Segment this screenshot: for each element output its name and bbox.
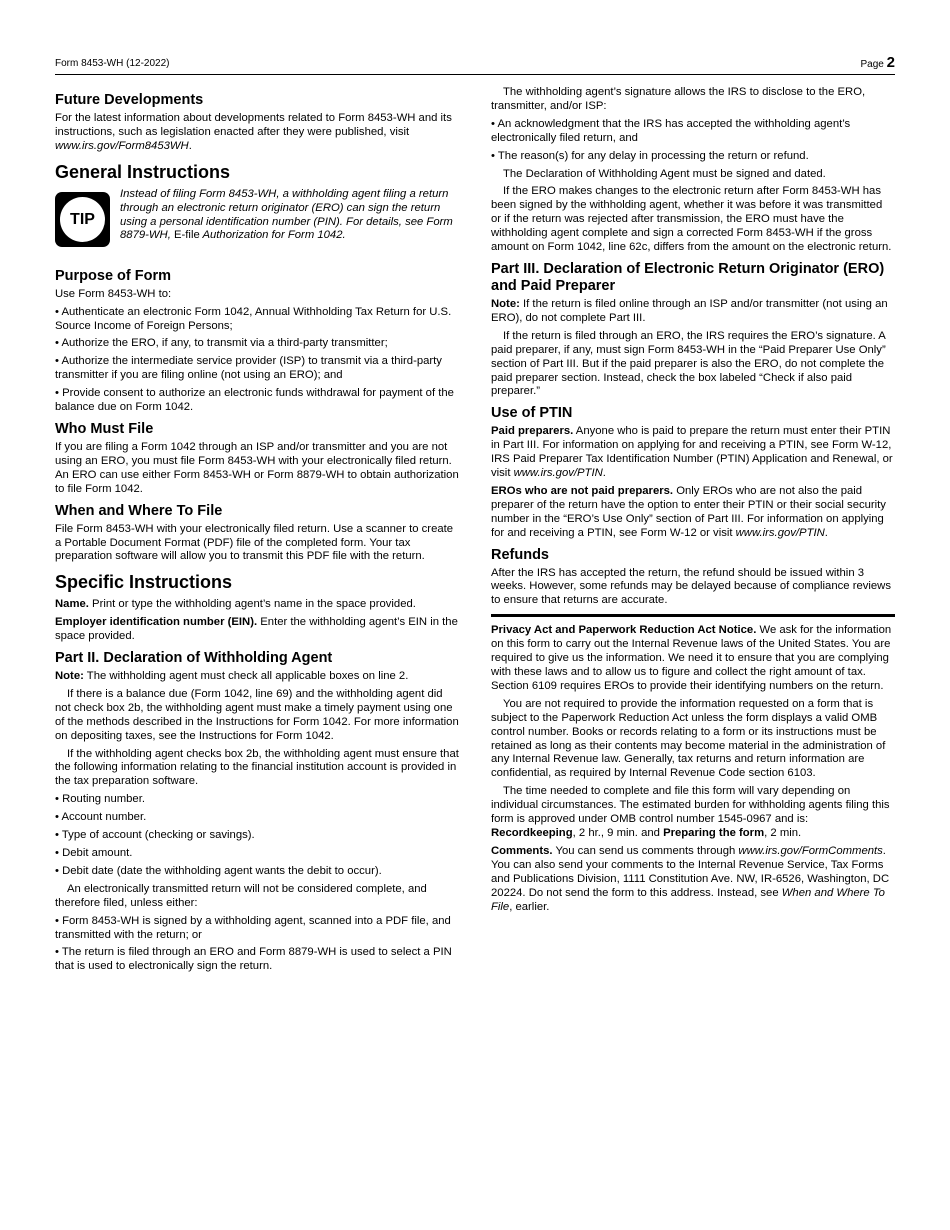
part2-note <box>55 670 459 684</box>
future-text: For the latest information about developments related to Form 8453-WH and its instructions, such as legislation enacted after they were published, visit <box>55 112 452 138</box>
tip-box <box>55 188 459 262</box>
left-column <box>55 86 459 978</box>
part3-paragraph: If the return is filed through an ERO, the IRS requires the ERO’s signature. A paid preparer, if any, must sign Form 8453-WH in the “Paid Preparer Use Only” section of Part III. But if the paid preparer is also the ERO, do not complete the paid preparer section. Instead, check the box labeled “Check if also paid preparer.” <box>491 329 886 398</box>
list-item: • Debit date (date the withholding agent wants the debit to occur). <box>55 864 382 877</box>
paid-end: . <box>602 467 606 480</box>
list-item: • Authorize the intermediate service provider (ISP) to transmit via a third-party transmitter if you are filing online (not using an ERO); and <box>55 355 442 382</box>
list-item: • Authenticate an electronic Form 1042, Annual Withholding Tax Return for U.S. Source Income of Foreign Persons; <box>55 305 452 332</box>
tip-text-efile: E-file <box>174 229 200 242</box>
part3-note <box>491 298 895 326</box>
comments-label: Comments. <box>491 844 553 857</box>
part2-heading: Part II. Declaration of Withholding Agent <box>55 650 333 667</box>
note-label: Note: <box>55 670 84 683</box>
part2-paragraph-2: If the withholding agent checks box 2b, the withholding agent must ensure that the following information relating to the financial institution account is provided in the tax preparation software. <box>55 747 459 788</box>
when-where-text: File Form 8453-WH with your electronically filed return. Use a scanner to create a Portable Document Format (PDF) file of the completed form. Your tax preparation software will allow you to transmit this PDF file with the return. <box>55 522 454 563</box>
ptin-link[interactable]: www.irs.gov/PTIN <box>513 467 603 480</box>
part2-paragraph-3: An electronically transmitted return will not be considered complete, and therefore filed, unless either: <box>55 882 427 909</box>
ptin-heading: Use of PTIN <box>491 405 573 422</box>
future-developments-text <box>55 112 459 154</box>
purpose-heading: Purpose of Form <box>55 267 172 284</box>
specific-instructions-heading: Specific Instructions <box>55 572 233 593</box>
who-must-file-heading: Who Must File <box>55 420 154 437</box>
comments-text-1: You can send us comments through <box>552 844 739 857</box>
burden-text-1: The time needed to complete and file this form will vary depending on individual circumstances. The estimated burden for withholding agents filing this form is approved under OMB control number 1545-0967 and is: <box>491 785 890 826</box>
name-text: Print or type the withholding agent’s name in the space provided. <box>88 598 416 611</box>
ein-label: Employer identification number (EIN). <box>55 616 258 629</box>
eros-paragraph <box>491 485 895 541</box>
list-item: • Form 8453-WH is signed by a withholding agent, scanned into a PDF file, and transmitted with the return; or <box>55 914 451 941</box>
list-item: • The reason(s) for any delay in processing the return or refund. <box>491 149 809 162</box>
form8453wh-link[interactable]: www.irs.gov/Form8453WH <box>55 139 189 152</box>
form-comments-link[interactable]: www.irs.gov/FormComments <box>738 844 883 857</box>
list-item: • The return is filed through an ERO and Form 8879-WH is used to select a PIN that is used to electronically sign the return. <box>55 946 452 973</box>
paid-preparers-paragraph <box>491 425 895 481</box>
ein-text: Enter the withholding agent’s EIN in the space provided. <box>55 616 458 643</box>
ptin-link[interactable]: www.irs.gov/PTIN <box>735 526 825 539</box>
privacy-text: We ask for the information on this form to carry out the Internal Revenue laws of the United States. You are required to give us the information. We need it to ensure that you are complying with these laws and to allow us to figure and collect the right amount of tax. Section 6109 requires EROs to provide their identifying numbers on the return. <box>491 624 892 692</box>
page-number-value: 2 <box>886 54 895 71</box>
privacy-act-paragraph <box>491 624 895 694</box>
when-where-reference: When and Where To File <box>491 886 885 913</box>
list-item: • Provide consent to authorize an electronic funds withdrawal for payment of the balance due on Form 1042. <box>55 387 454 414</box>
when-where-heading: When and Where To File <box>55 502 223 519</box>
ein-paragraph <box>55 616 459 644</box>
comments-text-3: , earlier. <box>509 900 550 913</box>
privacy-paragraph-2: You are not required to provide the information requested on a form that is subject to the Paperwork Reduction Act unless the form displays a valid OMB control number. Books or records relating to a form or its instructions must be retained as long as their contents may become material in the administration of any Internal Revenue law. Generally, tax returns and return information are confidential, as required by Internal Revenue Code section 6103. <box>491 697 886 780</box>
name-paragraph <box>55 598 459 612</box>
tip-text-3: Authorization for Form 1042. <box>199 229 346 242</box>
paid-preparers-label: Paid preparers. <box>491 425 574 438</box>
list-item: • Type of account (checking or savings). <box>55 829 255 842</box>
future-end: . <box>188 139 192 152</box>
purpose-intro: Use Form 8453-WH to: <box>55 287 172 300</box>
list-item: • An acknowledgment that the IRS has accepted the withholding agent’s electronically filed return, and <box>491 117 851 144</box>
burden-text-2: , 2 hr., 9 min. and <box>572 826 664 839</box>
who-must-file-text: If you are filing a Form 1042 through an ISP and/or transmitter and you are not using an ERO, you must file Form 8453-WH with your electronically filed return. An ERO can use either Form 8453-WH or Form 8879-WH to obtain authorization to file Form 1042. <box>55 440 459 495</box>
preparing-label: Preparing the form <box>663 826 765 839</box>
general-instructions-heading: General Instructions <box>55 161 231 182</box>
section-divider <box>491 614 895 617</box>
form-id: Form 8453-WH (12-2022) <box>55 58 170 69</box>
tip-badge-label: TIP <box>60 197 105 242</box>
future-developments-heading: Future Developments <box>55 92 204 108</box>
note-text: The withholding agent must check all applicable boxes on line 2. <box>83 670 409 683</box>
note-label: Note: <box>491 297 520 310</box>
right-column <box>491 86 895 918</box>
page-number <box>861 54 895 71</box>
eros-text: Only EROs who are not also the paid preparer of the return have the option to enter their PTIN or their social security number in the “ERO’s Use Only” section of Part III. For information on applying for and receiving a PTIN, see Form W-12 or visit <box>491 484 886 539</box>
ero-changes-text: If the ERO makes changes to the electronic return after Form 8453-WH has been signed by the withholding agent, whether it was before it was transmitted or if the return was rejected after transmission, the ERO must have the withholding agent complete and sign a corrected Form 8453-WH if the gross amount on Form 1042, line 62c, differs from the amount on the electronic return. <box>491 185 892 254</box>
recordkeeping-label: Recordkeeping <box>491 826 573 839</box>
list-item: • Routing number. <box>55 793 145 806</box>
refunds-text: After the IRS has accepted the return, the refund should be issued within 3 weeks. However, some refunds may be delayed because of compliance reviews to ensure that returns are accurate. <box>491 566 891 607</box>
burden-text-3: , 2 min. <box>764 826 802 839</box>
tip-text <box>120 188 459 244</box>
eros-label: EROs who are not paid preparers. <box>491 484 674 497</box>
privacy-label: Privacy Act and Paperwork Reduction Act Notice. <box>491 624 757 637</box>
comments-text-2: . You can also send your comments to the Internal Revenue Service, Tax Forms and Publications Division, 1111 Constitution Ave. NW, IR-6526, Washington, DC 20224. Do not send the form to this address. Instead, see <box>491 844 890 899</box>
tip-text-1: Instead of filing Form 8453-WH, a withholding agent filing a return through an electronic return originator (ERO) can sign the return using a personal identification number (PIN). For details, see Form 8879-WH, <box>120 187 453 242</box>
part2-paragraph-1: If there is a balance due (Form 1042, line 69) and the withholding agent did not check box 2b, the withholding agent must make a timely payment using one of the methods described in the Instructions for Form 1042. For more information on depositing taxes, see the Instructions for Form 1042. <box>55 687 459 742</box>
eros-end: . <box>824 526 828 539</box>
refunds-heading: Refunds <box>491 546 549 563</box>
tip-icon <box>55 192 110 247</box>
declaration-signed-text: The Declaration of Withholding Agent must be signed and dated. <box>503 167 826 180</box>
note-text: If the return is filed online through an ISP and/or transmitter (not using an ERO), do not complete Part III. <box>491 297 888 324</box>
comments-paragraph <box>491 845 895 915</box>
signature-disclosure-text: The withholding agent’s signature allows the IRS to disclose to the ERO, transmitter, and/or ISP: <box>491 86 866 112</box>
part3-heading: Part III. Declaration of Electronic Return Originator (ERO) and Paid Preparer <box>491 260 885 294</box>
list-item: • Debit amount. <box>55 847 133 859</box>
list-item: • Account number. <box>55 811 147 824</box>
list-item: • Authorize the ERO, if any, to transmit via a third-party transmitter; <box>55 337 388 350</box>
paid-preparers-text: Anyone who is paid to prepare the return must enter their PTIN in Part III. For information on applying for and receiving a PTIN, see Form W-12, IRS Paid Preparer Tax Identification Number (PTIN) Application and Renewal, or visit <box>491 425 893 480</box>
page-header <box>55 52 895 75</box>
burden-paragraph <box>491 785 895 841</box>
page-word: Page <box>860 59 884 70</box>
name-label: Name. <box>55 598 89 611</box>
